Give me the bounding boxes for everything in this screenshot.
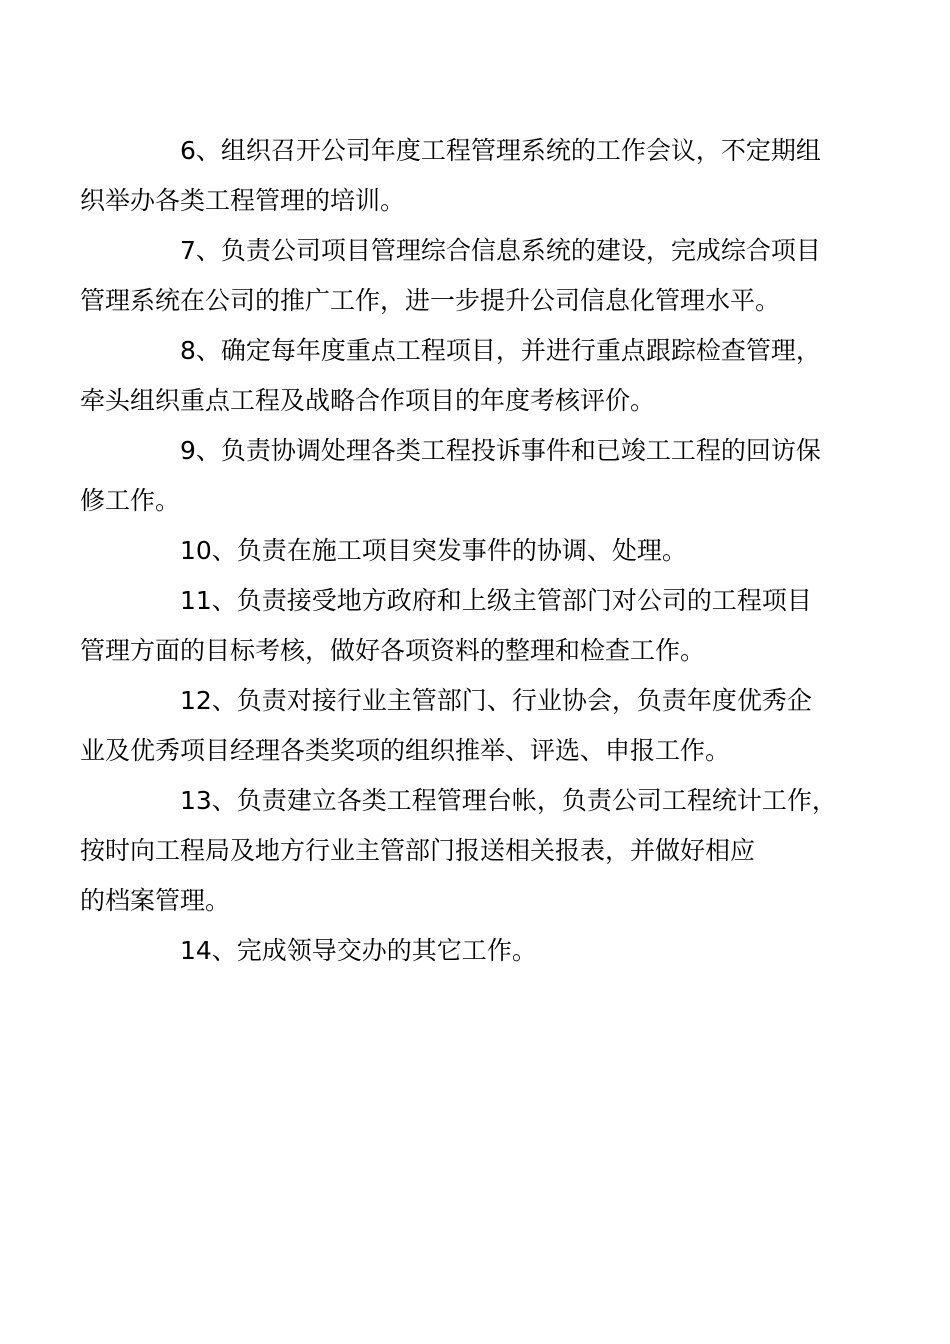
paragraph-line: 修工作。 xyxy=(80,486,181,515)
list-item-10 xyxy=(130,526,835,576)
paragraph-line: 10、负责在施工项目突发事件的协调、处理。 xyxy=(180,536,687,565)
paragraph-line: 的档案管理。 xyxy=(80,886,231,915)
paragraph-line: 14、完成领导交办的其它工作。 xyxy=(180,936,537,965)
paragraph-line: 8、确定每年度重点工程项目，并进行重点跟踪检查管理， xyxy=(180,336,821,365)
paragraph-line: 业及优秀项目经理各类奖项的组织推举、评选、申报工作。 xyxy=(80,736,731,765)
paragraph-line: 11、负责接受地方政府和上级主管部门对公司的工程项目 xyxy=(180,586,812,615)
list-item-9 xyxy=(80,426,835,526)
paragraph-line: 管理方面的目标考核，做好各项资料的整理和检查工作。 xyxy=(80,636,706,665)
paragraph-line: 管理系统在公司的推广工作，进一步提升公司信息化管理水平。 xyxy=(80,286,781,315)
paragraph-line: 12、负责对接行业主管部门、行业协会，负责年度优秀企 xyxy=(180,686,812,715)
paragraph-line: 9、负责协调处理各类工程投诉事件和已竣工工程的回访保 xyxy=(180,436,821,465)
paragraph-line: 按时向工程局及地方行业主管部门报送相关报表，并做好相应 xyxy=(80,836,756,865)
list-item-8 xyxy=(80,326,835,426)
list-item-12 xyxy=(80,676,835,776)
list-item-14 xyxy=(130,926,835,976)
paragraph-line: 6、组织召开公司年度工程管理系统的工作会议，不定期组 xyxy=(180,136,821,165)
paragraph-line: 牵头组织重点工程及战略合作项目的年度考核评价。 xyxy=(80,386,656,415)
list-item-11 xyxy=(80,576,835,676)
paragraph-line: 13、负责建立各类工程管理台帐，负责公司工程统计工作， xyxy=(180,786,837,815)
document-body xyxy=(80,126,837,976)
list-item-6 xyxy=(80,126,835,226)
paragraph-line: 7、负责公司项目管理综合信息系统的建设，完成综合项目 xyxy=(180,236,821,265)
paragraph-line: 织举办各类工程管理的培训。 xyxy=(80,186,406,215)
list-item-13 xyxy=(80,776,837,926)
list-item-7 xyxy=(80,226,835,326)
